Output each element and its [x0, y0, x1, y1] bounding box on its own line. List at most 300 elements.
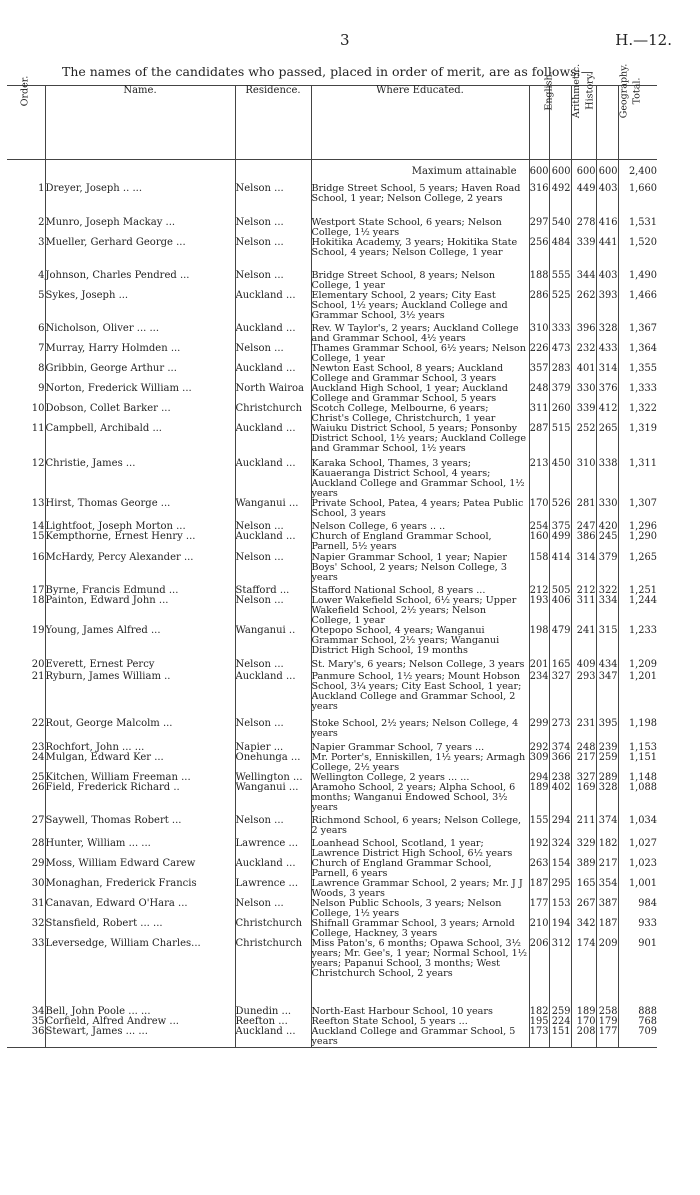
name-cell: Gribbin, George Arthur ...	[45, 364, 235, 384]
where-educated-cell: Scotch College, Melbourne, 6 years; Christ's College, Christchurch, 1 year	[311, 404, 529, 424]
english-score: 263	[529, 859, 549, 879]
order-cell: 32	[31, 918, 45, 929]
english-score: 201	[529, 659, 549, 670]
arithmetic-score: 154	[549, 859, 571, 879]
order-cell: 22	[31, 718, 45, 729]
table-row	[7, 553, 657, 586]
history-score: 401	[571, 364, 596, 384]
residence-cell: Nelson ...	[235, 816, 311, 839]
order-cell: 26	[31, 782, 45, 793]
total-score: 1,088	[618, 783, 657, 816]
table-row	[7, 859, 657, 879]
order-cell: 8	[38, 363, 45, 374]
english-score: 155	[529, 816, 549, 839]
residence-cell: Auckland ...	[235, 459, 311, 499]
english-score: 286	[529, 291, 549, 324]
history-score: 310	[571, 459, 596, 499]
name-cell: Rout, George Malcolm ...	[45, 719, 235, 743]
order-cell: 5	[38, 290, 45, 301]
english-score: 177	[529, 899, 549, 919]
total-score: 1,027	[618, 839, 657, 859]
residence-cell: Christchurch	[235, 939, 311, 1007]
header-order	[7, 75, 45, 160]
where-educated-cell: Shifnall Grammar School, 3 years; Arnold College, Hackney, 3 years	[311, 919, 529, 939]
english-score: 158	[529, 553, 549, 586]
where-educated-cell: Stoke School, 2½ years; Nelson College, 4 years	[311, 719, 529, 743]
max-empty-residence	[235, 160, 311, 185]
history-score: 231	[571, 719, 596, 743]
arithmetic-score: 260	[549, 404, 571, 424]
english-score: 193	[529, 596, 549, 626]
history-score: 389	[571, 859, 596, 879]
arithmetic-score: 492	[549, 184, 571, 218]
geography-score: 239	[596, 743, 618, 753]
arithmetic-score: 194	[549, 919, 571, 939]
where-educated-cell: North-East Harbour School, 10 years	[311, 1007, 529, 1017]
arithmetic-score: 238	[549, 773, 571, 783]
table-row	[7, 238, 657, 271]
arithmetic-score: 525	[549, 291, 571, 324]
geography-score: 322	[596, 586, 618, 596]
header-residence: Residence.	[235, 86, 311, 160]
max-empty-name	[45, 160, 235, 185]
geography-score: 328	[596, 783, 618, 816]
total-score: 1,265	[618, 553, 657, 586]
total-score: 1,201	[618, 672, 657, 719]
geography-score: 334	[596, 596, 618, 626]
name-cell: Corfield, Alfred Andrew ...	[45, 1017, 235, 1027]
table-row	[7, 783, 657, 816]
english-score: 309	[529, 753, 549, 773]
english-score: 297	[529, 218, 549, 238]
total-score: 768	[618, 1017, 657, 1027]
order-cell: 30	[31, 878, 45, 889]
table-row	[7, 424, 657, 459]
residence-cell: Lawrence ...	[235, 879, 311, 899]
residence-cell: Nelson ...	[235, 184, 311, 218]
header-arithmetic-label: Arithmetic.	[570, 63, 582, 119]
where-educated-cell: Newton East School, 8 years; Auckland College and Grammar School, 3 years	[311, 364, 529, 384]
residence-cell: Auckland ...	[235, 291, 311, 324]
where-educated-cell: Private School, Patea, 4 years; Patea Public School, 3 years	[311, 499, 529, 522]
header-history-label: History.	[584, 72, 596, 110]
arithmetic-score: 515	[549, 424, 571, 459]
name-cell: Byrne, Francis Edmund ...	[45, 586, 235, 596]
where-educated-cell: Nelson Public Schools, 3 years; Nelson College, 1½ years	[311, 899, 529, 919]
english-score: 182	[529, 1006, 549, 1017]
where-educated-cell: Wellington College, 2 years ... ...	[311, 773, 529, 783]
total-score: 1,364	[618, 344, 657, 364]
order-cell: 6	[38, 323, 45, 334]
header-row	[7, 86, 657, 160]
where-educated-cell: Nelson College, 6 years .. ..	[311, 522, 529, 532]
english-score: 173	[529, 1027, 549, 1048]
where-educated-cell: Westport State School, 6 years; Nelson College, 1½ years	[311, 218, 529, 238]
english-score: 256	[529, 238, 549, 271]
history-score: 342	[571, 919, 596, 939]
order-cell: 1	[38, 183, 45, 194]
geography-score: 403	[596, 184, 618, 218]
english-score: 188	[529, 271, 549, 291]
where-educated-cell: Thames Grammar School, 6½ years; Nelson College, 1 year	[311, 344, 529, 364]
arithmetic-score: 165	[549, 660, 571, 672]
name-cell: Young, James Alfred ...	[45, 626, 235, 660]
arithmetic-score: 327	[549, 672, 571, 719]
history-score: 329	[571, 839, 596, 859]
table-row	[7, 672, 657, 719]
total-score: 709	[618, 1027, 657, 1048]
english-score: 212	[529, 585, 549, 596]
table-row	[7, 324, 657, 344]
order-cell: 10	[31, 403, 45, 414]
order-cell: 23	[31, 742, 45, 753]
residence-cell: Wanganui ..	[235, 626, 311, 660]
history-score: 170	[571, 1017, 596, 1027]
residence-cell: Lawrence ...	[235, 839, 311, 859]
order-cell: 20	[31, 659, 45, 670]
table-row	[7, 499, 657, 522]
history-score: 208	[571, 1027, 596, 1048]
name-cell: Campbell, Archibald ...	[45, 424, 235, 459]
residence-cell: Christchurch	[235, 919, 311, 939]
arithmetic-score: 273	[549, 719, 571, 743]
name-cell: Saywell, Thomas Robert ...	[45, 816, 235, 839]
table-row	[7, 459, 657, 499]
total-score: 1,307	[618, 499, 657, 522]
order-cell: 12	[31, 458, 45, 469]
english-score: 226	[529, 344, 549, 364]
residence-cell: Nelson ...	[235, 899, 311, 919]
geography-score: 338	[596, 459, 618, 499]
where-educated-cell: Lawrence Grammar School, 2 years; Mr. J J Woods, 3 years	[311, 879, 529, 899]
history-score: 267	[571, 899, 596, 919]
where-educated-cell: Miss Paton's, 6 months; Opawa School, 3½ years; Mr. Gee's, 1 year; Normal School, 1½ years; Papanui School, 3 months; West Christchurch School, 2 years	[311, 939, 529, 1007]
where-educated-cell: Napier Grammar School, 7 years ...	[311, 743, 529, 753]
where-educated-cell: Waiuku District School, 5 years; Ponsonby District School, 1½ years; Auckland College and Grammar School, 1½ years	[311, 424, 529, 459]
table-row	[7, 879, 657, 899]
geography-score: 330	[596, 499, 618, 522]
order-cell: 4	[38, 270, 45, 281]
geography-score: 420	[596, 522, 618, 532]
order-cell: 7	[38, 343, 45, 354]
english-score: 189	[529, 783, 549, 816]
where-educated-cell: Elementary School, 2 years; City East School, 1½ years; Auckland College and Grammar School, 3½ years	[311, 291, 529, 324]
arithmetic-score: 414	[549, 553, 571, 586]
order-cell: 31	[31, 898, 45, 909]
order-cell: 34	[31, 1006, 45, 1017]
table-row	[7, 719, 657, 743]
name-cell: Mulgan, Edward Ker ...	[45, 753, 235, 773]
history-score: 327	[571, 773, 596, 783]
history-score: 241	[571, 626, 596, 660]
table-row	[7, 384, 657, 404]
residence-cell: Auckland ...	[235, 532, 311, 553]
geography-score: 393	[596, 291, 618, 324]
where-educated-cell: Mr. Porter's, Enniskillen, 1½ years; Armagh College, 2½ years	[311, 753, 529, 773]
table-row	[7, 404, 657, 424]
total-score: 1,520	[618, 238, 657, 271]
table-row	[7, 344, 657, 364]
table-row	[7, 184, 657, 218]
where-educated-cell: Otepopo School, 4 years; Wanganui Grammar School, 2½ years; Wanganui District High School, 19 months	[311, 626, 529, 660]
order-cell: 33	[31, 938, 45, 949]
english-score: 254	[529, 521, 549, 532]
order-cell: 2	[38, 217, 45, 228]
history-score: 339	[571, 238, 596, 271]
where-educated-cell: Church of England Grammar School, Parnell, 6 years	[311, 859, 529, 879]
english-score: 234	[529, 672, 549, 719]
english-score: 160	[529, 532, 549, 553]
total-score: 1,322	[618, 404, 657, 424]
order-cell: 18	[31, 595, 45, 606]
order-cell: 24	[31, 752, 45, 763]
total-score: 1,296	[618, 522, 657, 532]
total-score: 1,333	[618, 384, 657, 404]
name-cell: Field, Frederick Richard ..	[45, 783, 235, 816]
history-score: 211	[571, 816, 596, 839]
total-score: 1,660	[618, 184, 657, 218]
name-cell: Hunter, William ... ...	[45, 839, 235, 859]
total-score: 1,244	[618, 596, 657, 626]
residence-cell: Auckland ...	[235, 672, 311, 719]
total-score: 888	[618, 1007, 657, 1017]
table-row	[7, 626, 657, 660]
english-score: 187	[529, 879, 549, 899]
arithmetic-score: 379	[549, 384, 571, 404]
history-score: 344	[571, 271, 596, 291]
english-score: 287	[529, 424, 549, 459]
where-educated-cell: Aramoho School, 2 years; Alpha School, 6 months; Wanganui Endowed School, 3½ years	[311, 783, 529, 816]
arithmetic-score: 402	[549, 783, 571, 816]
table-row	[7, 919, 657, 939]
history-score: 248	[571, 743, 596, 753]
total-score: 1,233	[618, 626, 657, 660]
table-row	[7, 596, 657, 626]
header-order-label: Order.	[19, 75, 31, 107]
max-empty-order	[7, 160, 45, 185]
header-geography-label: Geography.	[617, 63, 629, 119]
name-cell: Kitchen, William Freeman ...	[45, 773, 235, 783]
name-cell: Stewart, James ... ...	[45, 1027, 235, 1048]
arithmetic-score: 151	[549, 1027, 571, 1048]
name-cell: Lightfoot, Joseph Morton ...	[45, 522, 235, 532]
arithmetic-score: 333	[549, 324, 571, 344]
history-score: 217	[571, 753, 596, 773]
max-history: 600	[571, 160, 596, 185]
arithmetic-score: 484	[549, 238, 571, 271]
residence-cell: Nelson ...	[235, 596, 311, 626]
arithmetic-score: 499	[549, 532, 571, 553]
residence-cell: Nelson ...	[235, 522, 311, 532]
geography-score: 314	[596, 364, 618, 384]
arithmetic-score: 366	[549, 753, 571, 773]
history-score: 386	[571, 532, 596, 553]
arithmetic-score: 374	[549, 743, 571, 753]
order-cell: 14	[31, 521, 45, 532]
geography-score: 265	[596, 424, 618, 459]
residence-cell: Nelson ...	[235, 660, 311, 672]
name-cell: Sykes, Joseph ...	[45, 291, 235, 324]
geography-score: 217	[596, 859, 618, 879]
arithmetic-score: 294	[549, 816, 571, 839]
total-score: 1,490	[618, 271, 657, 291]
header-name: Name.	[45, 86, 235, 160]
residence-cell: Nelson ...	[235, 344, 311, 364]
residence-cell: Nelson ...	[235, 719, 311, 743]
where-educated-cell: Auckland High School, 1 year; Auckland College and Grammar School, 5 years	[311, 384, 529, 404]
total-score: 984	[618, 899, 657, 919]
residence-cell: Nelson ...	[235, 238, 311, 271]
arithmetic-score: 555	[549, 271, 571, 291]
geography-score: 315	[596, 626, 618, 660]
residence-cell: Reefton ...	[235, 1017, 311, 1027]
name-cell: Kempthorne, Ernest Henry ...	[45, 532, 235, 553]
table-row	[7, 271, 657, 291]
english-score: 292	[529, 742, 549, 753]
total-score: 1,290	[618, 532, 657, 553]
history-score: 165	[571, 879, 596, 899]
header-english	[529, 71, 555, 160]
order-cell: 27	[31, 815, 45, 826]
geography-score: 441	[596, 238, 618, 271]
geography-score: 379	[596, 553, 618, 586]
english-score: 316	[529, 184, 549, 218]
max-total: 2,400	[618, 160, 657, 185]
max-arithmetic: 600	[549, 160, 571, 185]
total-score: 1,148	[618, 773, 657, 783]
order-cell: 25	[31, 772, 45, 783]
table-row	[7, 532, 657, 553]
header-geography	[596, 63, 629, 160]
history-score: 281	[571, 499, 596, 522]
geography-score: 245	[596, 532, 618, 553]
residence-cell: Wellington ...	[235, 773, 311, 783]
page-number: 3	[340, 31, 350, 49]
order-cell: 9	[38, 383, 45, 394]
table-row	[7, 899, 657, 919]
arithmetic-score: 479	[549, 626, 571, 660]
name-cell: Stansfield, Robert ... ...	[45, 919, 235, 939]
order-cell: 28	[31, 838, 45, 849]
total-score: 1,001	[618, 879, 657, 899]
total-score: 1,198	[618, 719, 657, 743]
where-educated-cell: Lower Wakefield School, 6½ years; Upper Wakefield School, 2½ years; Nelson College, 1 year	[311, 596, 529, 626]
name-cell: Ryburn, James William ..	[45, 672, 235, 719]
history-score: 278	[571, 218, 596, 238]
total-score: 1,151	[618, 753, 657, 773]
arithmetic-score: 473	[549, 344, 571, 364]
table-row	[7, 939, 657, 1007]
arithmetic-score: 450	[549, 459, 571, 499]
geography-score: 179	[596, 1017, 618, 1027]
english-score: 192	[529, 839, 549, 859]
name-cell: Painton, Edward John ...	[45, 596, 235, 626]
geography-score: 258	[596, 1007, 618, 1017]
geography-score: 416	[596, 218, 618, 238]
english-score: 294	[529, 772, 549, 783]
where-educated-cell: Richmond School, 6 years; Nelson College, 2 years	[311, 816, 529, 839]
history-score: 311	[571, 596, 596, 626]
total-score: 1,209	[618, 660, 657, 672]
arithmetic-score: 224	[549, 1017, 571, 1027]
arithmetic-score: 153	[549, 899, 571, 919]
geography-score: 182	[596, 839, 618, 859]
name-cell: Monaghan, Frederick Francis	[45, 879, 235, 899]
maximum-row	[7, 160, 657, 185]
geography-score: 403	[596, 271, 618, 291]
order-cell: 29	[31, 858, 45, 869]
total-score: 1,367	[618, 324, 657, 344]
residence-cell: Wanganui ...	[235, 783, 311, 816]
geography-score: 387	[596, 899, 618, 919]
order-cell: 13	[31, 498, 45, 509]
arithmetic-score: 540	[549, 218, 571, 238]
where-educated-cell: Karaka School, Thames, 3 years; Kauaeranga District School, 4 years; Auckland College and Grammar School, 1½ years	[311, 459, 529, 499]
english-score: 310	[529, 324, 549, 344]
where-educated-cell: Loanhead School, Scotland, 1 year; Lawrence District High School, 6½ years	[311, 839, 529, 859]
where-educated-cell: Hokitika Academy, 3 years; Hokitika State School, 4 years; Nelson College, 1 year	[311, 238, 529, 271]
name-cell: Moss, William Edward Carew	[45, 859, 235, 879]
document-code: H.—12.	[615, 31, 672, 49]
residence-cell: Napier ...	[235, 743, 311, 753]
english-score: 357	[529, 364, 549, 384]
geography-score: 187	[596, 919, 618, 939]
residence-cell: Auckland ...	[235, 324, 311, 344]
name-cell: Nicholson, Oliver ... ...	[45, 324, 235, 344]
geography-score: 347	[596, 672, 618, 719]
name-cell: Bell, John Poole ... ...	[45, 1007, 235, 1017]
residence-cell: Nelson ...	[235, 271, 311, 291]
history-score: 169	[571, 783, 596, 816]
name-cell: Leversedge, William Charles...	[45, 939, 235, 1007]
where-educated-cell: Bridge Street School, 8 years; Nelson College, 1 year	[311, 271, 529, 291]
english-score: 213	[529, 459, 549, 499]
where-educated-cell: Bridge Street School, 5 years; Haven Road School, 1 year; Nelson College, 2 years	[311, 184, 529, 218]
table-row	[7, 364, 657, 384]
order-cell: 21	[31, 671, 45, 682]
header-english-label: English.	[543, 71, 555, 111]
arithmetic-score: 505	[549, 586, 571, 596]
where-educated-cell: Church of England Grammar School, Parnell, 5½ years	[311, 532, 529, 553]
total-score: 1,355	[618, 364, 657, 384]
table-row	[7, 753, 657, 773]
arithmetic-score: 312	[549, 939, 571, 1007]
intro-text: The names of the candidates who passed, placed in order of merit, are as follows:—	[62, 64, 594, 79]
order-cell: 11	[31, 423, 45, 434]
table-row	[7, 816, 657, 839]
order-cell: 15	[31, 531, 45, 542]
where-educated-cell: Rev. W Taylor's, 2 years; Auckland College and Grammar School, 4½ years	[311, 324, 529, 344]
table-row	[7, 1027, 657, 1048]
history-score: 262	[571, 291, 596, 324]
history-score: 396	[571, 324, 596, 344]
name-cell: Murray, Harry Holmden ...	[45, 344, 235, 364]
total-score: 1,466	[618, 291, 657, 324]
name-cell: Norton, Frederick William ...	[45, 384, 235, 404]
geography-score: 259	[596, 753, 618, 773]
residence-cell: Auckland ...	[235, 859, 311, 879]
english-score: 311	[529, 404, 549, 424]
geography-score: 209	[596, 939, 618, 1007]
history-score: 409	[571, 660, 596, 672]
history-score: 247	[571, 522, 596, 532]
arithmetic-score: 375	[549, 522, 571, 532]
name-cell: Rochfort, John ... ...	[45, 743, 235, 753]
order-cell: 19	[31, 625, 45, 636]
geography-score: 376	[596, 384, 618, 404]
arithmetic-score: 283	[549, 364, 571, 384]
history-score: 293	[571, 672, 596, 719]
